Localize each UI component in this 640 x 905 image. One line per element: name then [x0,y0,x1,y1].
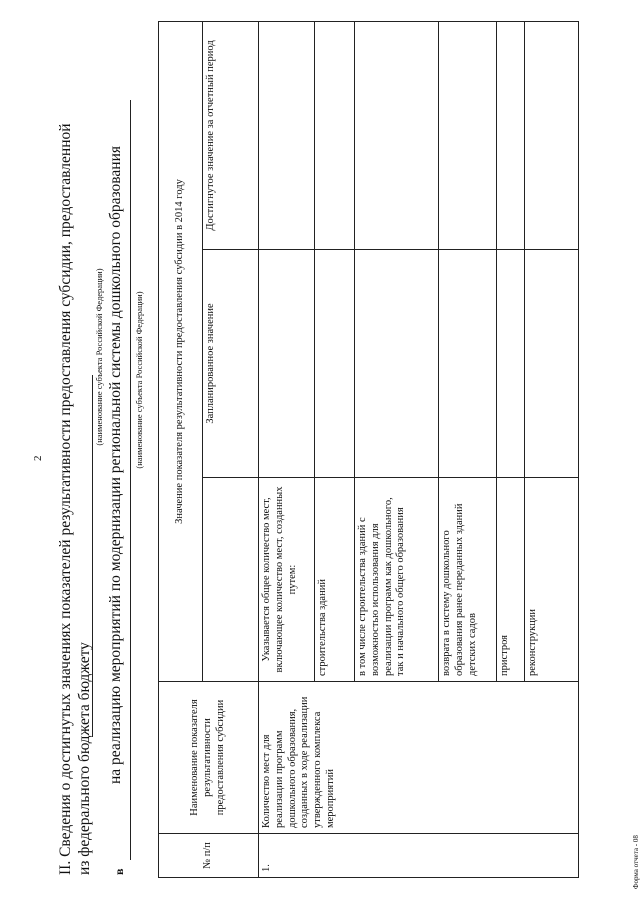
subject-caption-2: (наименование субъекта Российской Федерации) [134,291,144,469]
planned-value-cell[interactable] [439,250,497,478]
indicators-table [158,21,579,878]
achieved-value-cell[interactable] [259,21,315,249]
subject-caption-1: (наименование субъекта Российской Федерации) [94,268,104,446]
header-indicator-name: Наименование показателя результативности предоставления субсидии [159,682,259,834]
achieved-value-cell[interactable] [315,21,355,249]
report-title-line-2: из федерального бюджета бюджету [76,642,93,875]
report-title-line-3: на реализацию мероприятий по модернизации региональной системы дошкольного образования [107,146,124,784]
item-including-building: в том числе строительства зданий с возможностью использования для реализации программ как дошкольного, так и начального общего образования [355,478,439,682]
report-title-line-1: II. Сведения о достигнутых значениях показателей результативности предоставления субсидии, предоставленной [57,123,74,875]
item-extension: пристроя [497,478,525,682]
achieved-value-cell[interactable] [497,21,525,249]
planned-value-cell[interactable] [497,250,525,478]
planned-value-cell[interactable] [525,250,579,478]
header-num: № п/п [159,834,259,878]
header-value-group: Значение показателя результативности предоставления субсидии в 2014 году [159,21,203,681]
planned-value-cell[interactable] [259,250,315,478]
header-achieved: Достигнутое значение за отчетный период [203,21,259,249]
title-prefix: в [112,868,126,875]
subject-blank-line-2 [130,100,131,860]
row-indicator: Количество мест для реализации программ дошкольного образования, созданных в ходе реализации утвержденного комплекса мероприятий [259,682,579,834]
achieved-value-cell[interactable] [355,21,439,249]
planned-value-cell[interactable] [315,250,355,478]
form-footer: Форма отчета - 08 [632,835,640,889]
achieved-value-cell[interactable] [525,21,579,249]
planned-value-cell[interactable] [355,250,439,478]
table-row [259,21,315,877]
achieved-value-cell[interactable] [439,21,497,249]
item-building: строительства зданий [315,478,355,682]
header-blank [203,478,259,682]
table-header-row [159,21,203,877]
row-num: 1. [259,834,579,878]
header-planned: Запланированное значение [203,250,259,478]
page-number: 2 [32,455,44,461]
subject-blank-line-1 [92,375,93,737]
item-reconstruction: реконструкции [525,478,579,682]
item-return: возврата в систему дошкольного образования ранее переданных зданий детских садов [439,478,497,682]
item-description: Указывается общее количество мест, включающее количество мест, созданных путем: [259,478,315,682]
